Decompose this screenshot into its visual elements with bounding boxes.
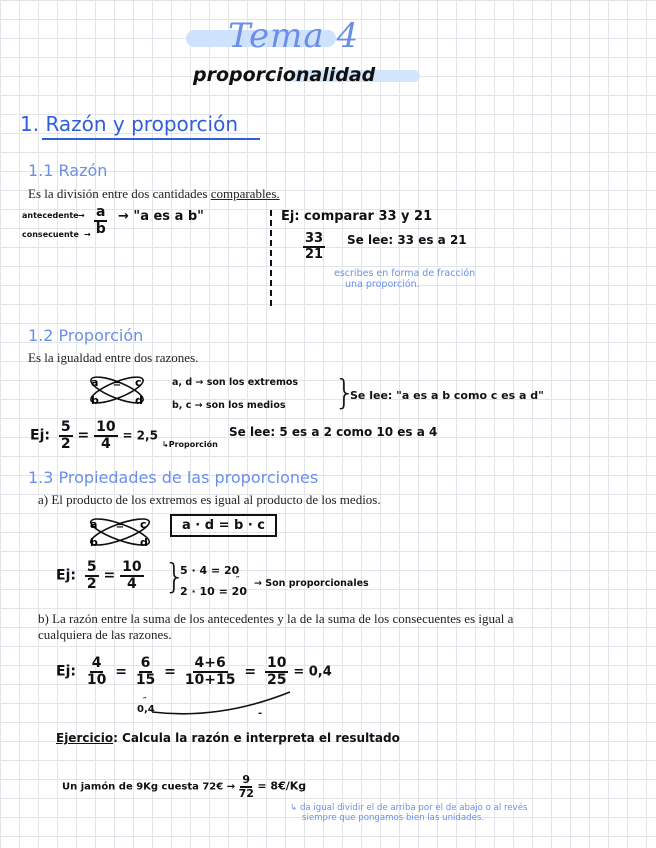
page-subtitle: proporcionalidad xyxy=(193,64,376,86)
propiedad-a: a) El producto de los extremos es igual al producto de los medios. xyxy=(38,492,381,507)
propiedad-b-frac-4-num: 10 xyxy=(266,655,287,671)
razon-fraction xyxy=(94,205,107,236)
curved-link xyxy=(150,690,300,720)
ejercicio-text: : Calcula la razón e interpreta el resultado xyxy=(113,731,400,745)
propiedad-a-example-n1: 5 xyxy=(86,559,97,575)
propiedad-b-frac-3-num: 4+6 xyxy=(194,655,226,671)
propiedad-a-example-equals: = xyxy=(103,567,116,584)
cross-diagram-2 xyxy=(84,513,160,553)
svg-text:d: d xyxy=(135,394,143,407)
propiedad-a-example-prefix: Ej: xyxy=(56,567,76,584)
propiedad-b-equals-3: = xyxy=(244,663,257,680)
razon-example: Ej: comparar 33 y 21 xyxy=(281,209,433,224)
razon-example-denominator: 21 xyxy=(305,246,324,262)
razon-note xyxy=(334,268,475,290)
propiedad-b-frac-4-den: 25 xyxy=(266,671,287,688)
svg-text:a: a xyxy=(90,518,98,531)
curved-link-end-mark: - xyxy=(258,708,263,719)
proporcion-example-note: ↳Proporción xyxy=(162,440,218,449)
propiedad-a-example-d1: 2 xyxy=(86,575,97,592)
razon-note-line1: escribes en forma de fracción xyxy=(334,268,476,279)
propiedad-b-frac-2-den: 15 xyxy=(135,671,156,688)
proportional-conclusion: → Son proporcionales xyxy=(254,578,369,589)
proporcion-example-value: = 2,5 xyxy=(122,428,158,443)
propiedad-a-example xyxy=(56,560,144,591)
svg-text:a: a xyxy=(91,376,99,389)
svg-text:=: = xyxy=(112,379,122,390)
razon-note-line2: una proporción. xyxy=(345,279,420,290)
section-heading: 1. Razón y proporción xyxy=(20,112,239,136)
razon-definition-underlined: comparables. xyxy=(210,186,280,201)
ejercicio-note xyxy=(290,803,527,823)
propiedad-b-frac-3-den: 10+15 xyxy=(184,671,236,688)
propiedad-b-frac-2-num: 6 xyxy=(140,655,151,671)
propiedad-a-example-n2: 10 xyxy=(122,559,142,575)
propiedad-b-example-prefix: Ej: xyxy=(56,663,76,680)
propiedad-b-frac-1-num: 4 xyxy=(91,655,102,671)
subsection-heading-propiedades: 1.3 Propiedades de las proporciones xyxy=(28,468,319,487)
razon-numerator: a xyxy=(96,204,106,220)
razon-definition-text: Es la división entre dos cantidades xyxy=(28,186,211,201)
page-title: Tema 4 xyxy=(228,16,360,56)
divider-dashed xyxy=(270,210,272,306)
svg-text:b: b xyxy=(90,536,98,549)
propiedad-b-value: = 0,4 xyxy=(293,664,332,680)
boxed-formula: a · d = b · c xyxy=(170,514,277,537)
propiedad-b-line2: cualquiera de las razones. xyxy=(38,627,172,642)
propiedad-b xyxy=(38,611,513,643)
antecedente-label: antecedente xyxy=(22,211,79,220)
proporcion-example-n2: 10 xyxy=(96,419,116,435)
proporcion-example-reading: Se lee: 5 es a 2 como 10 es a 4 xyxy=(229,425,438,439)
ejercicio-note-line1 xyxy=(290,803,527,813)
svg-text:c: c xyxy=(135,376,142,389)
ejercicio-frac-num: 9 xyxy=(242,773,251,786)
ejercicio-result: = 8€/Kg xyxy=(257,779,307,793)
razon-example-fraction xyxy=(303,232,325,261)
antecedente-arrow: → xyxy=(78,211,85,220)
medios-label: b, c → son los medios xyxy=(172,400,286,411)
subsection-heading-razon: 1.1 Razón xyxy=(28,161,108,180)
ejercicio-problem-text: Un jamón de 9Kg cuesta 72€ → xyxy=(62,781,236,793)
razon-denominator: b xyxy=(95,220,106,237)
equal-mark: ″ xyxy=(236,575,240,584)
brace-2: } xyxy=(164,557,186,597)
propiedad-a-example-d2: 4 xyxy=(126,575,137,592)
subsection-heading-proporcion: 1.2 Proporción xyxy=(28,326,144,345)
brace: } xyxy=(334,373,356,413)
consecuente-label: consecuente xyxy=(22,230,79,239)
svg-text:d: d xyxy=(140,536,148,549)
ejercicio-heading xyxy=(56,731,400,745)
proporcion-example-equals: = xyxy=(77,427,90,444)
proporcion-example-note-text: Proporción xyxy=(168,440,218,449)
propiedad-b-equals-2: = xyxy=(164,663,176,680)
svg-text:=: = xyxy=(115,521,125,532)
proporcion-example-n1: 5 xyxy=(60,419,71,435)
extremos-label: a, d → son los extremos xyxy=(172,377,299,388)
section-heading-underline xyxy=(42,138,260,140)
razon-reading: → "a es a b" xyxy=(118,209,204,224)
propiedad-b-quote-mark: ″ xyxy=(143,696,147,705)
product-line-1: 5 · 4 = 20 xyxy=(180,564,240,577)
cross-diagram xyxy=(85,371,155,411)
proporcion-example xyxy=(30,420,158,451)
svg-text:c: c xyxy=(140,518,147,531)
product-line-2: 2 · 10 = 20 xyxy=(180,585,247,598)
propiedad-b-under-value: 0,4 xyxy=(137,704,155,715)
razon-example-reading: Se lee: 33 es a 21 xyxy=(347,233,467,247)
propiedad-b-frac-1-den: 10 xyxy=(86,671,107,688)
propiedad-b-example xyxy=(56,656,332,687)
razon-definition xyxy=(28,186,280,202)
ejercicio-note-line2: siempre que pongamos bien las unidades. xyxy=(302,813,485,823)
ejercicio-problem xyxy=(62,774,306,799)
consecuente-arrow: → xyxy=(84,230,91,239)
proporcion-definition: Es la igualdad entre dos razones. xyxy=(28,350,199,365)
razon-example-numerator: 33 xyxy=(305,231,324,246)
ejercicio-note-hook: ↳ xyxy=(290,803,300,813)
razon-reading-text: "a es a b" xyxy=(133,209,204,224)
svg-text:b: b xyxy=(91,394,99,407)
ejercicio-frac-den: 72 xyxy=(238,786,254,800)
ejercicio-label: Ejercicio xyxy=(56,731,114,745)
proporcion-example-d1: 2 xyxy=(60,435,71,452)
propiedad-b-line1: b) La razón entre la suma de los antecedentes y la de la suma de los consecuentes es igual a xyxy=(38,611,514,626)
proporcion-reading: Se lee: "a es a b como c es a d" xyxy=(350,389,544,402)
proporcion-example-prefix: Ej: xyxy=(30,427,50,444)
propiedad-b-equals-1: = xyxy=(115,663,127,680)
ejercicio-note-line1-text: da igual dividir el de arriba por el de abajo o al revés xyxy=(299,803,528,813)
proporcion-example-d2: 4 xyxy=(100,435,111,452)
